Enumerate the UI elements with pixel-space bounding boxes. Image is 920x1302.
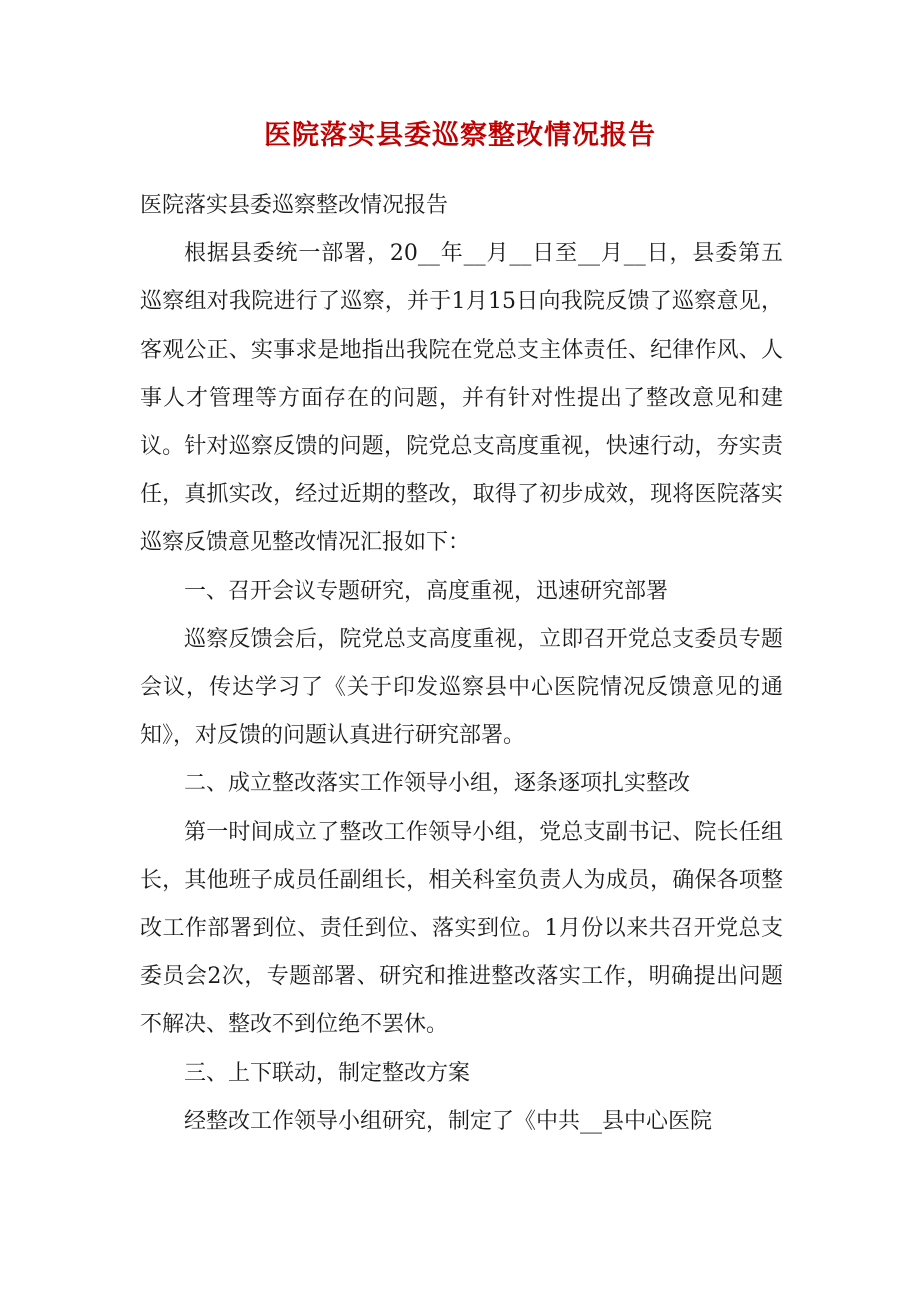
section-heading-3: 三、上下联动，制定整改方案 bbox=[184, 1060, 471, 1086]
section-body-1: 巡察反馈会后，院党总支高度重视，立即召开党总支委员专题会议，传达学习了《关于印发巡察县中心医院情况反馈意见的通知》，对反馈的问题认真进行研究部署。 bbox=[140, 626, 783, 749]
section-heading-1: 一、召开会议专题研究，高度重视，迅速研究部署 bbox=[184, 578, 669, 604]
document-body bbox=[140, 182, 783, 1146]
document-title: 医院落实县委巡察整改情况报告 bbox=[264, 120, 656, 151]
intro-paragraph: 根据县委统一部署，20__年__月__日至__月__日，县委第五巡察组对我院进行了巡察，并于1月15日向我院反馈了巡察意见，客观公正、实事求是地指出我院在党总支主体责任、纪律作风、人事人才管理等方面存在的问题，并有针对性提出了整改意见和建议。针对巡察反馈的问题，院党总支高度重视，快速行动，夯实责任，真抓实改，经过近期的整改，取得了初步成效，现将医院落实巡察反馈意见整改情况汇报如下： bbox=[140, 241, 783, 556]
section-heading-2: 二、成立整改落实工作领导小组，逐条逐项扎实整改 bbox=[184, 771, 691, 797]
section-body-2: 第一时间成立了整改工作领导小组，党总支副书记、院长任组长，其他班子成员任副组长，相关科室负责人为成员，确保各项整改工作部署到位、责任到位、落实到位。1月份以来共召开党总支委员会2次，专题部署、研究和推进整改落实工作，明确提出问题不解决、整改不到位绝不罢休。 bbox=[140, 819, 783, 1038]
section-body-3: 经整改工作领导小组研究，制定了《中共__县中心医院 bbox=[184, 1108, 713, 1134]
subtitle-paragraph: 医院落实县委巡察整改情况报告 bbox=[140, 193, 449, 218]
